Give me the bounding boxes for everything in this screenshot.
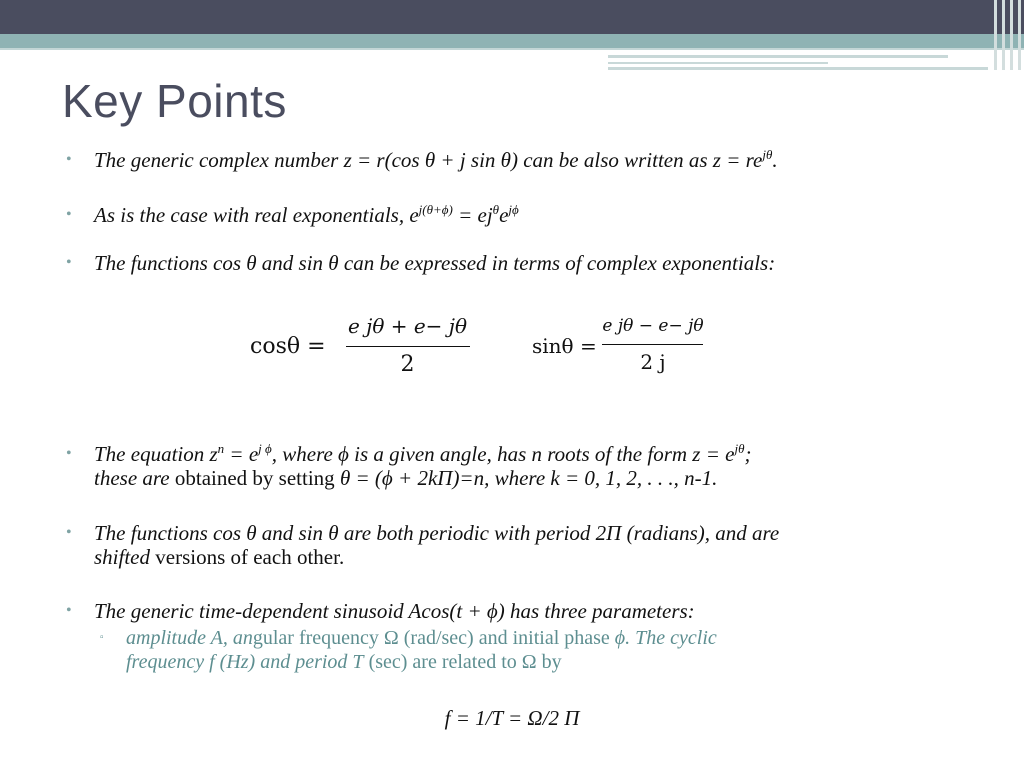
bullet-text: The generic complex number z = r(cos θ + j sin θ) can be also written as $z = re^{j\theta}$. (94, 147, 778, 172)
bullet-dot-icon: • (66, 445, 72, 462)
header-dark-bar (0, 0, 1024, 34)
sub-bullet-square-icon: ▫ (100, 632, 104, 643)
header-stripe (608, 67, 988, 70)
bullet-dot-icon: • (66, 524, 72, 541)
bullet-dot-icon: • (66, 151, 72, 168)
header-teal-line (0, 48, 1024, 50)
bullet-text: The equation $z^n = e^{j \phi}$, where ϕ is a given angle, has n roots of the form $z = e^{j\theta}$; these are obtained by setting θ = (ϕ + 2kΠ)=n, where k = 0, 1, 2, . . ., n-1. (94, 441, 752, 490)
cos-formula (250, 310, 480, 380)
cos-formula-numerator: e jθ + e− jθ (347, 314, 468, 338)
bullet-text: The functions cos θ and sin θ are both periodic with period 2Π (radians), and are shifted versions of each other. (94, 521, 780, 569)
header-vertical-stripe (1002, 0, 1005, 70)
sub-bullet-text: amplitude A, angular frequency Ω (rad/sec) and initial phase ϕ. The cyclic frequency f (Hz) and period T (sec) are related to Ω by (126, 627, 717, 673)
header-stripe (608, 62, 828, 64)
sin-formula (532, 312, 712, 378)
bullet-dot-icon: • (66, 602, 72, 619)
bullet-text: As is the case with real exponentials, $e^{j(\theta+\phi)} = ej^\theta e^{j\phi}$ (94, 202, 519, 227)
header-vertical-stripe (994, 0, 997, 70)
header-vertical-stripe (1010, 0, 1013, 70)
cos-formula-lhs: cosθ = (250, 334, 326, 359)
header-vertical-stripe (1018, 0, 1021, 70)
bullet-text: The functions cos θ and sin θ can be expressed in terms of complex exponentials: (94, 251, 776, 275)
sin-formula-lhs: sinθ = (532, 334, 597, 358)
sin-fraction-bar (602, 344, 703, 345)
bullet-text: The generic time-dependent sinusoid Acos(t + ϕ) has three parameters: (94, 599, 695, 623)
sin-formula-denominator: 2 j (640, 350, 666, 374)
header-teal-bar (0, 34, 1024, 48)
slide-title: Key Points (62, 75, 287, 127)
bullet-dot-icon: • (66, 254, 72, 271)
bullet-dot-icon: • (66, 206, 72, 223)
header-stripe (608, 55, 948, 58)
cos-formula-denominator: 2 (400, 352, 415, 377)
cos-fraction-bar (346, 346, 470, 347)
sin-formula-numerator: e jθ − e− jθ (602, 316, 704, 336)
frequency-equation: f = 1/T = Ω/2 Π (444, 706, 580, 730)
